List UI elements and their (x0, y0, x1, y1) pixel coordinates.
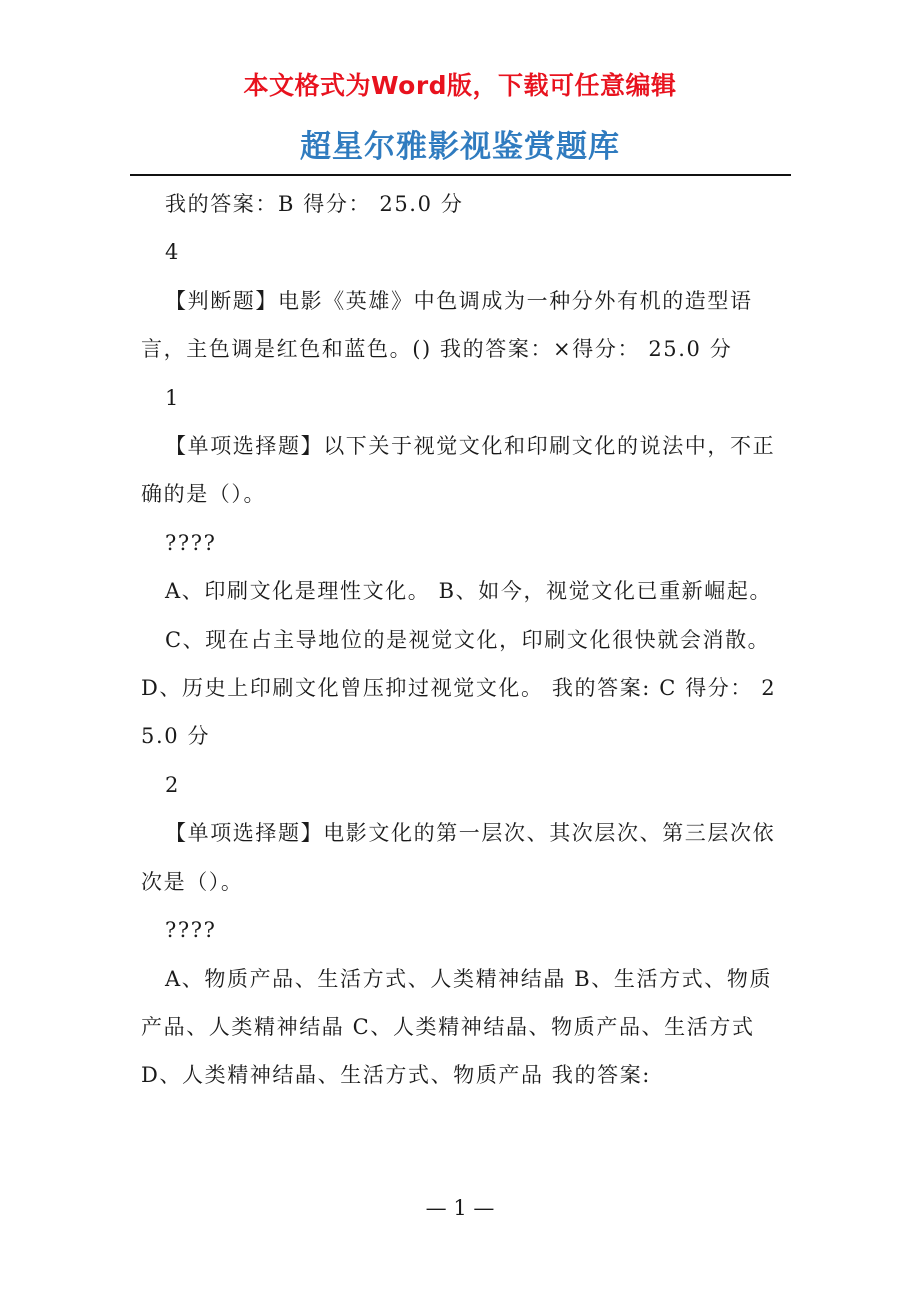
placeholder-marks: ???? (165, 918, 217, 943)
header-divider (130, 174, 791, 176)
question-text: 【判断题】电影《英雄》中色调成为一种分外有机的造型语言，主色调是红色和蓝色。() 我的答案：×得分： 25.0 分 (141, 288, 753, 362)
answer-options: A、物质产品、生活方式、人类精神结晶 B、生活方式、物质产品、人类精神结晶 C、人类精神结晶、物质产品、生活方式 D、人类精神结晶、生活方式、物质产品 我的答案: (141, 966, 773, 1088)
question-text: 【单项选择题】以下关于视觉文化和印刷文化的说法中，不正确的是（）。 (141, 434, 776, 507)
answer-options: C、现在占主导地位的是视觉文化，印刷文化很快就会消散。 D、历史上印刷文化曾压抑过视觉文化。 我的答案: C 得分： 25.0 分 (141, 627, 777, 749)
question-number: 2 (165, 772, 180, 797)
question-number: 4 (165, 240, 180, 265)
answer-options: A、印刷文化是理性文化。 B、如今，视觉文化已重新崛起。 (165, 579, 773, 604)
question-text: 【单项选择题】电影文化的第一层次、其次层次、第三层次依次是（）。 (141, 821, 776, 894)
placeholder-marks: ???? (165, 530, 217, 555)
question-number: 1 (165, 385, 180, 410)
answer-line: 我的答案：B 得分： 25.0 分 (165, 192, 464, 216)
document-title: 超星尔雅影视鉴赏题库 (300, 129, 620, 165)
document-body (141, 180, 793, 1100)
page-number: — 1 — (425, 1196, 495, 1220)
format-notice: 本文格式为Word版，下载可任意编辑 (243, 71, 677, 100)
